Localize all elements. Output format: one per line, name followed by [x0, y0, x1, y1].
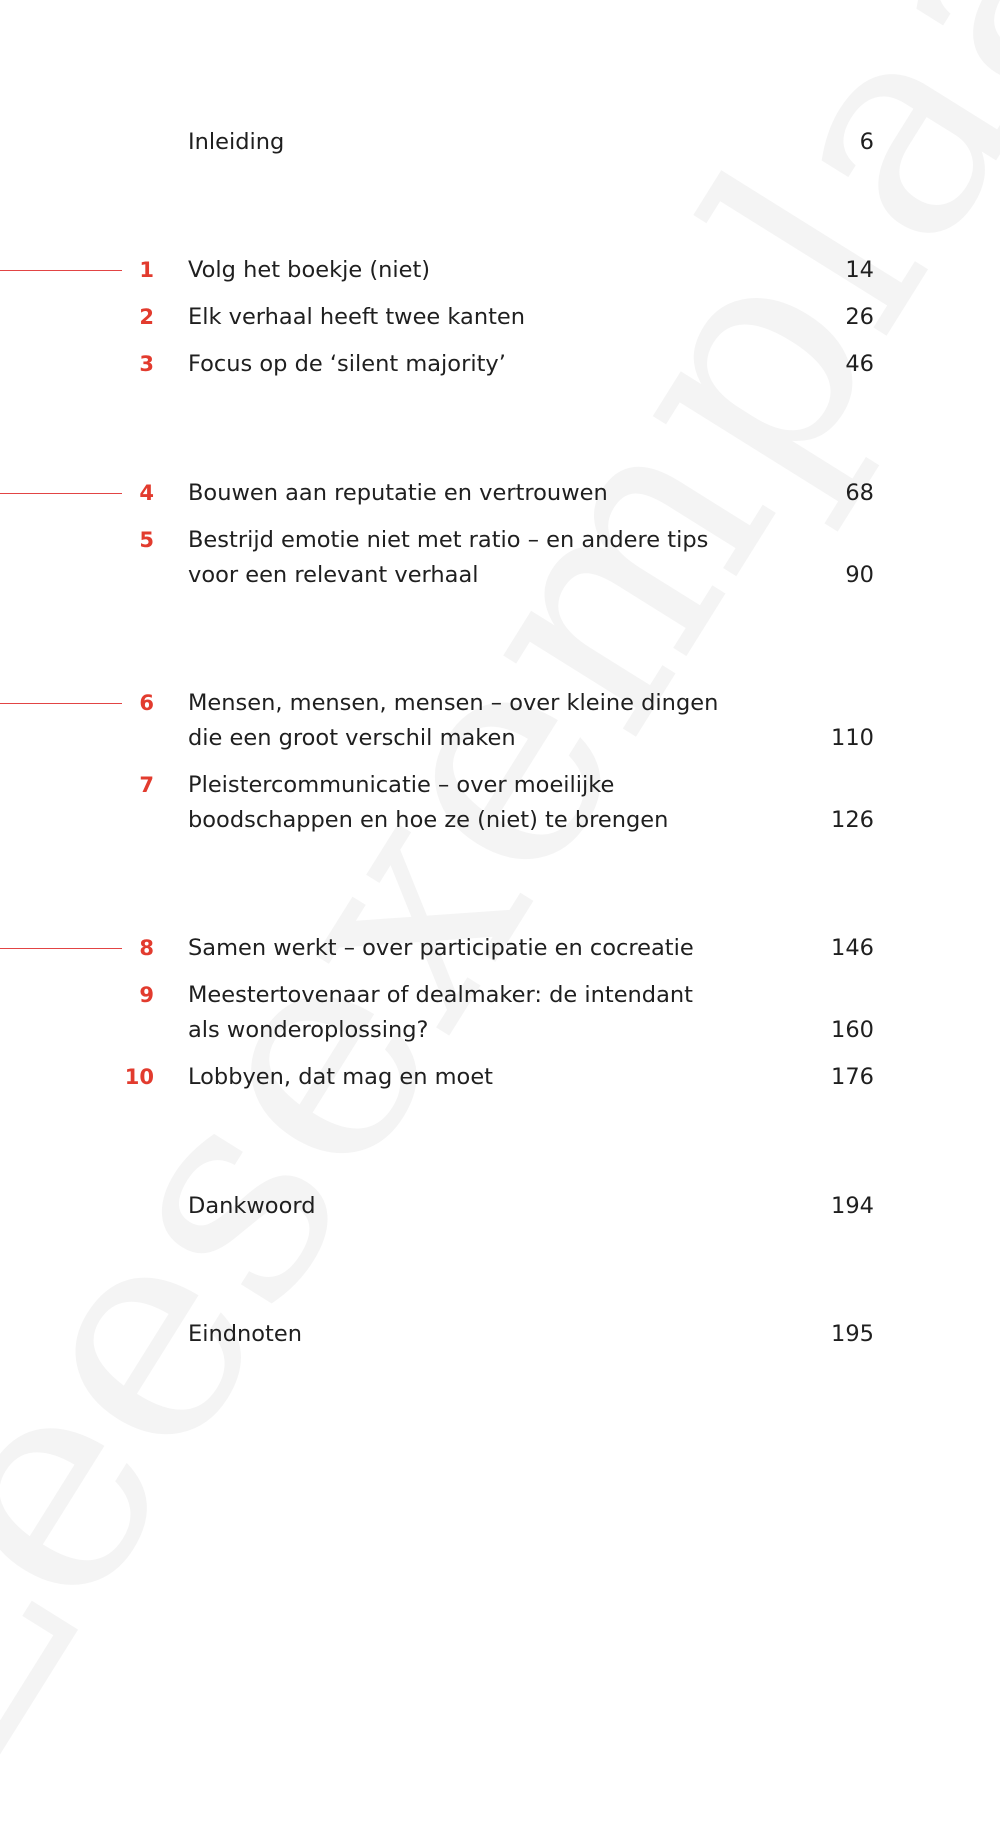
toc-page-number: 90 [845, 562, 874, 588]
chapter-number: 8 [139, 936, 154, 960]
toc-title-line-2: voor een relevant verhaal [188, 562, 479, 588]
chapter-number: 6 [139, 691, 154, 715]
section-rule [0, 270, 122, 271]
section-rule [0, 703, 122, 704]
chapter-number: 3 [139, 352, 154, 376]
toc-page-number: 176 [831, 1064, 874, 1090]
toc-title-line-1: Mensen, mensen, mensen – over kleine dingen [188, 690, 719, 716]
toc-page-number: 26 [845, 304, 874, 330]
chapter-number: 9 [139, 983, 154, 1007]
toc-page-number: 126 [831, 807, 874, 833]
toc-page-number: 14 [845, 257, 874, 283]
toc-title-line-2: boodschappen en hoe ze (niet) te brengen [188, 807, 669, 833]
toc-title: Lobbyen, dat mag en moet [188, 1064, 493, 1090]
toc-page-number: 160 [831, 1017, 874, 1043]
toc-page-number: 146 [831, 935, 874, 961]
toc-title: Elk verhaal heeft twee kanten [188, 304, 526, 330]
chapter-number: 10 [124, 1065, 154, 1089]
section-rule [0, 493, 122, 494]
toc-page-number: 46 [845, 351, 874, 377]
toc-page-number: 194 [831, 1193, 874, 1219]
chapter-number: 1 [139, 258, 154, 282]
toc-page-number: 195 [831, 1321, 874, 1347]
toc-page-number: 6 [859, 129, 874, 155]
chapter-number: 4 [139, 481, 154, 505]
toc-title: Inleiding [188, 129, 285, 155]
chapter-number: 2 [139, 305, 154, 329]
chapter-number: 7 [139, 773, 154, 797]
toc-title-line-1: Bestrijd emotie niet met ratio – en andere tips [188, 527, 709, 553]
toc-page-number: 68 [845, 480, 874, 506]
toc-title-line-1: Pleistercommunicatie – over moeilijke [188, 772, 615, 798]
toc-title: Bouwen aan reputatie en vertrouwen [188, 480, 608, 506]
section-rule [0, 948, 122, 949]
toc-title-line-2: als wonderoplossing? [188, 1017, 429, 1043]
chapter-number: 5 [139, 528, 154, 552]
toc-title: Focus op de ‘silent majority’ [188, 351, 506, 377]
toc-title-line-2: die een groot verschil maken [188, 725, 516, 751]
toc-title: Samen werkt – over participatie en cocreatie [188, 935, 694, 961]
toc-title: Dankwoord [188, 1193, 316, 1219]
toc-title-line-1: Meestertovenaar of dealmaker: de intendant [188, 982, 693, 1008]
toc-title: Volg het boekje (niet) [188, 257, 431, 283]
toc-page-number: 110 [831, 725, 874, 751]
toc-title: Eindnoten [188, 1321, 302, 1347]
